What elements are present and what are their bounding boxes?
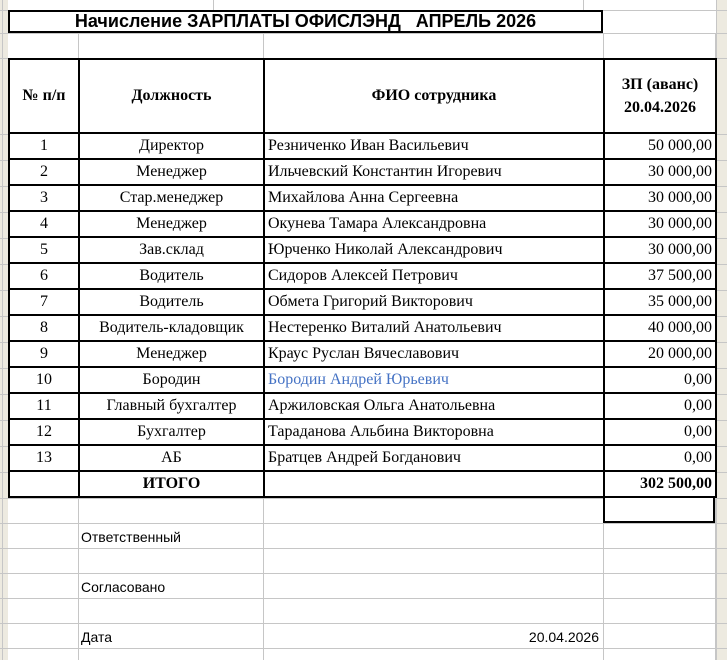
gridline xyxy=(0,648,727,649)
table-row xyxy=(9,237,716,263)
date-value[interactable]: 20.04.2026 xyxy=(528,629,599,645)
row-number-cell[interactable]: 9 xyxy=(9,341,79,367)
salary-value-cell[interactable]: 30 000,00 xyxy=(604,211,716,237)
table-row xyxy=(9,263,716,289)
employee-name-cell[interactable]: Аржиловская Ольга Анатольевна xyxy=(264,393,604,419)
employee-name-cell[interactable]: Бородин Андрей Юрьевич xyxy=(264,367,604,393)
salary-table xyxy=(8,58,717,498)
position-cell[interactable]: Водитель-кладовщик xyxy=(79,315,264,341)
employee-name-cell[interactable]: Краус Руслан Вячеславович xyxy=(264,341,604,367)
position-cell[interactable]: Водитель xyxy=(79,263,264,289)
row-number-cell[interactable]: 10 xyxy=(9,367,79,393)
employee-name-cell[interactable]: Сидоров Алексей Петрович xyxy=(264,263,604,289)
table-row xyxy=(9,315,716,341)
row-number-cell[interactable]: 6 xyxy=(9,263,79,289)
gridline xyxy=(0,598,727,599)
title-cell[interactable] xyxy=(8,10,603,33)
table-row xyxy=(9,159,716,185)
employee-name-cell[interactable]: Ильчевский Константин Игоревич xyxy=(264,159,604,185)
salary-value-cell[interactable]: 35 000,00 xyxy=(604,289,716,315)
table-row xyxy=(9,185,716,211)
row-number-cell[interactable]: 2 xyxy=(9,159,79,185)
position-cell[interactable]: Директор xyxy=(79,133,264,159)
salary-column-footer-cell[interactable] xyxy=(603,498,715,523)
salary-value-cell[interactable]: 30 000,00 xyxy=(604,237,716,263)
position-cell[interactable]: АБ xyxy=(79,445,264,471)
header-cell-position[interactable]: Должность xyxy=(79,59,264,133)
position-cell[interactable]: Зав.склад xyxy=(79,237,264,263)
salary-value-cell[interactable]: 0,00 xyxy=(604,367,716,393)
position-cell[interactable]: Менеджер xyxy=(79,211,264,237)
gridline xyxy=(0,573,727,574)
position-cell[interactable]: Менеджер xyxy=(79,341,264,367)
table-header-row xyxy=(9,59,716,133)
table-row xyxy=(9,341,716,367)
employee-name-cell[interactable]: Тараданова Альбина Викторовна xyxy=(264,419,604,445)
table-row xyxy=(9,289,716,315)
header-cell-name[interactable]: ФИО сотрудника xyxy=(264,59,604,133)
employee-name-cell[interactable]: Резниченко Иван Васильевич xyxy=(264,133,604,159)
total-value-cell[interactable]: 302 500,00 xyxy=(604,471,716,497)
employee-name-cell[interactable]: Михайлова Анна Сергеевна xyxy=(264,185,604,211)
employee-name-cell[interactable]: Братцев Андрей Богданович xyxy=(264,445,604,471)
gridline xyxy=(0,523,727,524)
employee-name-cell[interactable]: Нестеренко Виталий Анатольевич xyxy=(264,315,604,341)
date-label[interactable]: Дата xyxy=(81,629,113,645)
responsible-label[interactable]: Ответственный xyxy=(81,529,181,545)
salary-value-cell[interactable]: 30 000,00 xyxy=(604,185,716,211)
salary-value-cell[interactable]: 0,00 xyxy=(604,419,716,445)
gridline xyxy=(0,33,727,34)
total-row xyxy=(9,471,716,497)
salary-value-cell[interactable]: 0,00 xyxy=(604,445,716,471)
position-cell[interactable]: Бородин xyxy=(79,367,264,393)
salary-value-cell[interactable]: 40 000,00 xyxy=(604,315,716,341)
gridline xyxy=(213,0,214,10)
table-body xyxy=(9,59,716,497)
row-number-cell[interactable]: 4 xyxy=(9,211,79,237)
row-number-cell[interactable]: 5 xyxy=(9,237,79,263)
table-row xyxy=(9,367,716,393)
table-row xyxy=(9,393,716,419)
position-cell[interactable]: Водитель xyxy=(79,289,264,315)
salary-value-cell[interactable]: 0,00 xyxy=(604,393,716,419)
gridline xyxy=(583,0,584,10)
position-cell[interactable]: Менеджер xyxy=(79,159,264,185)
gridline xyxy=(2,0,3,660)
salary-value-cell[interactable]: 37 500,00 xyxy=(604,263,716,289)
agreed-label[interactable]: Согласовано xyxy=(81,579,166,595)
salary-value-cell[interactable]: 30 000,00 xyxy=(604,159,716,185)
row-number-cell[interactable]: 1 xyxy=(9,133,79,159)
row-number-cell[interactable]: 13 xyxy=(9,445,79,471)
position-cell[interactable]: Бухгалтер xyxy=(79,419,264,445)
table-row xyxy=(9,211,716,237)
employee-name-cell[interactable]: Юрченко Николай Александрович xyxy=(264,237,604,263)
gridline xyxy=(0,548,727,549)
salary-header-line2: 20.04.2026 xyxy=(624,99,696,116)
table-row xyxy=(9,419,716,445)
row-number-cell[interactable]: 8 xyxy=(9,315,79,341)
salary-value-cell[interactable]: 50 000,00 xyxy=(604,133,716,159)
total-num-cell[interactable] xyxy=(9,471,79,497)
table-row xyxy=(9,445,716,471)
salary-value-cell[interactable]: 20 000,00 xyxy=(604,341,716,367)
row-number-cell[interactable]: 7 xyxy=(9,289,79,315)
salary-header-line1: ЗП (аванс) xyxy=(621,76,699,93)
header-cell-salary[interactable] xyxy=(604,59,716,133)
table-row xyxy=(9,133,716,159)
row-number-cell[interactable]: 12 xyxy=(9,419,79,445)
sheet-edge-right xyxy=(716,0,727,660)
row-number-cell[interactable]: 11 xyxy=(9,393,79,419)
row-number-cell[interactable]: 3 xyxy=(9,185,79,211)
header-cell-num[interactable]: № п/п xyxy=(9,59,79,133)
position-cell[interactable]: Стар.менеджер xyxy=(79,185,264,211)
employee-name-cell[interactable]: Обмета Григорий Викторович xyxy=(264,289,604,315)
position-cell[interactable]: Главный бухгалтер xyxy=(79,393,264,419)
employee-name-cell[interactable]: Окунева Тамара Александровна xyxy=(264,211,604,237)
total-label-cell[interactable]: ИТОГО xyxy=(79,471,264,497)
total-name-cell[interactable] xyxy=(264,471,604,497)
gridline xyxy=(0,623,727,624)
page-title: Начисление ЗАРПЛАТЫ ОФИСЛЭНД АПРЕЛЬ 2026 xyxy=(74,11,537,31)
